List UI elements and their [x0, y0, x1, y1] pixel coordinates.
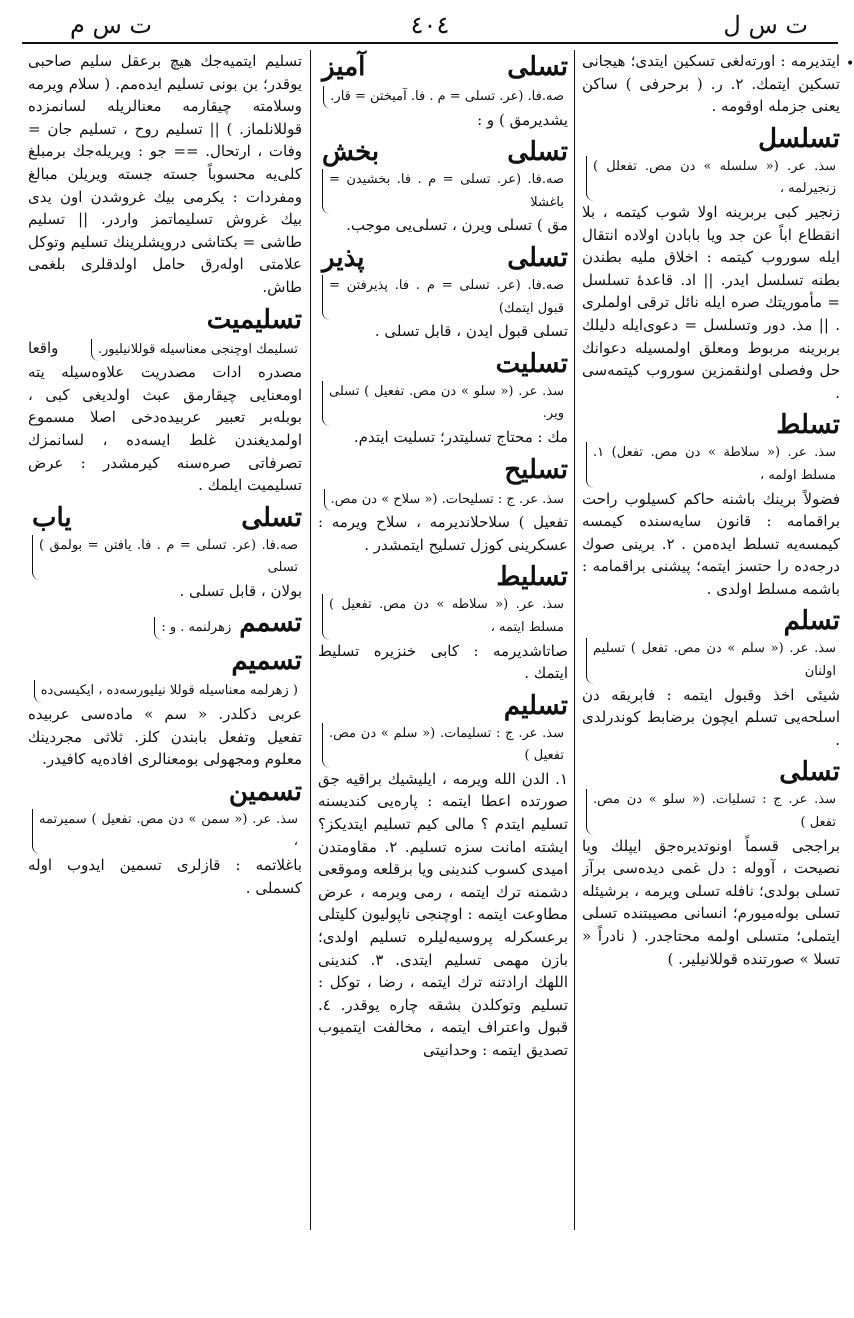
dictionary-entry: [582, 408, 840, 600]
dictionary-entry: [28, 606, 302, 640]
dictionary-entry: [318, 241, 568, 343]
dictionary-entry: [28, 775, 302, 899]
entry-etymology: سذ. عر. (« سلاطة » دن مص. تفعل) ۱. مسلط اولمه ،: [586, 442, 840, 487]
entry-definition: باغلاتمه : قازلری تسمین ایدوب اوله کسملی .: [28, 856, 302, 897]
dictionary-entry: [28, 501, 302, 603]
entry-etymology: سذ. عر. (« سلسله » دن مص. تفعلل ) زنجیرلمه ،: [586, 156, 840, 201]
entry-headword: تسمیم: [231, 646, 302, 677]
entry-etymology: سذ. عر. (« سلاطه » دن مص. تفعیل ) مسلط ایتمه ،: [322, 594, 568, 639]
entry-headword: تسلی بخش: [322, 137, 568, 168]
dictionary-entry: [28, 303, 302, 497]
column-divider: [310, 50, 311, 1230]
entry-etymology: تسلیمك اوچنجی معناسیله قوللانیلیور.: [91, 339, 302, 362]
entry-headword: تسمم: [239, 608, 302, 639]
entry-etymology: سذ. عر. ج : تسلیات. (« سلو » دن مص. تفعل ): [586, 789, 840, 834]
entry-etymology: زهرلنمه . و :: [154, 617, 235, 640]
entry-definition: ایتدیرمه : اورته‌لغی تسکین ایتدی؛ هیجانی تسکین ایتمك. ۲. ر. ( برحرفی ) ساکن یعنی جزمله اوقومه .: [582, 52, 840, 116]
entry-etymology: سذ. عر. (« سلم » دن مص. تفعل ) تسلیم اولنان: [586, 638, 840, 683]
entry-definition: واقعا مصدره ادات مصدریت علاوه‌سیله یته اومعنایی چیقارمق عبث اولدیغی کبی ، بوبله‌بر تعبیر عربیده‌دخی اصلا مسموع اولمدیغندن غلط ایسه‌ده ، لسانمزك تصرفاتی صره‌سنه کیرمشدر : عرض تسلیمیت ایلمك .: [28, 338, 302, 495]
entry-headword: تسلیمیت: [206, 304, 302, 335]
entry-etymology: صه.فا. (عر. تسلی = م . فا. پذیرفتن = قبول ایتمك): [322, 275, 568, 320]
entry-headword: تسلط: [776, 410, 840, 441]
entry-etymology: سذ. عر. (« سمن » دن مص. تفعیل ) سمیرتمه ،: [32, 809, 302, 854]
margin-mark: •: [846, 56, 854, 72]
dictionary-entry: [582, 122, 840, 405]
entry-etymology: سذ. عر. ج : تسلیمات. (« سلم » دن مص. تفعیل ): [322, 723, 568, 768]
dictionary-entry: [318, 347, 568, 449]
entry-definition: صاتاشدیرمه : کابی خنزیره تسلیط ایتمك .: [318, 641, 568, 683]
entry-definition: یشدیرمق ) و :: [477, 110, 568, 129]
entry-definition: فضولاً برینك باشنه حاکم کسیلوب راحت براقمامه : قانون سایه‌سنده کیمسه کیمسه‌یه تسلط ایده‌من . ۲. برینی صوك درجه‌ده را حتسز ایتمه؛ پیشنی براقمامه : باشمه مسلط اولدی .: [582, 489, 840, 598]
entry-etymology: صه.فا. (عر. تسلی = م . فا. بخشیدن = باغشلا: [322, 169, 568, 214]
column-divider: [574, 50, 575, 1230]
entry-etymology: سذ. عر. ج : تسلیحات. (« سلاح » دن مص.: [324, 489, 568, 512]
entry-etymology: صه.فا. (عر. تسلی = م . فا. آمیختن = قار.: [323, 86, 568, 109]
dictionary-entry: [582, 755, 840, 970]
dictionary-entry: [318, 453, 568, 557]
entry-headword: تسلیح: [504, 454, 568, 485]
dictionary-entry: [318, 50, 568, 131]
dictionary-entry: [28, 50, 302, 299]
entry-headword: تسلی آمیز: [322, 52, 568, 82]
entry-headword: تسلسل: [758, 123, 840, 154]
entry-definition: عربی دکلدر. « سم » ماده‌سی عربیده تفعیل وتفعل بابندن کلز. ثلاثی مجردینك معلوم ومجهولی بومعنالری افاده‌یه کافیدر.: [28, 705, 302, 769]
dictionary-entry: [28, 644, 302, 770]
header-left-letters: ت س م: [70, 11, 153, 39]
dictionary-entry: [318, 560, 568, 684]
entry-headword: تسلیت: [495, 348, 568, 379]
entry-definition: براججی قسماً اونوتدیره‌جق ایپلك ویا نصیحت ، آووله : دل غمی دیده‌سی برآز تسلی بولدی؛ نافله تسلی ویرمه ، برشیئله تسلی بوله‌میورم؛ انسانی مصیبتنده تسلی ایتملی؛ متسلی اولمه محتاجدر. ( نادراً « تسلا » صورتنده قوللانیلیر. ): [582, 836, 840, 968]
column-middle: [318, 50, 568, 1290]
entry-headword: تسمین: [228, 776, 302, 807]
entry-definition: شیئی اخذ وقبول ایتمه : فابریقه دن اسلحه‌یی تسلم ایچون برضابط کوندرلدی .: [582, 685, 840, 749]
entry-headword: تسلی پذیر: [322, 242, 568, 273]
dictionary-entry: [318, 135, 568, 237]
entry-headword: تسلیم: [503, 690, 568, 721]
entry-headword: تسلی: [779, 757, 840, 788]
entry-definition: ۱. الدن الله ویرمه ، ایلیشیك براقیه جق صورتده اعطا ایتمه : پاره‌یی کندیسنه تسلیم ایتدم ؟ مالی کیم تسلیم ایتدیکز؟ ایشته امانت سزه تسلیم. ۲. مقاومتدن امیدی کسوب کندینی ویا برقلعه وموقعی دشمنه ترك ایتمه ، رمی ویرمه ، عرض مطاوعت ایتمه : اوچنجی ناپولیون کلیتلی برعسکرله پروسیه‌لیلره تسلیم اولدی؛ بازن مهمی تسلیم ایتدی. ۳. کندینی اللهك ارادتنه ترك ایتمه ، رضا ، توکل : تسلیم وتوکلدن بشقه چاره یوقدر. ٤. قبول واعتراف ایتمه ، مخالفت ایتمیوب تصدیق ایتمه : وحدانیتی: [318, 769, 568, 1059]
dictionary-entry: [582, 50, 840, 118]
entry-headword: تسلیط: [496, 562, 568, 593]
entry-etymology: صه.فا. (عر. تسلی = م . فا. یافتن = بولمق ) تسلی: [32, 535, 302, 580]
entry-definition: تسلی قبول ایدن ، قابل تسلی .: [374, 322, 568, 341]
header-right-letters: ت س ل: [723, 11, 808, 39]
page-header: [22, 8, 838, 44]
column-left: [28, 50, 302, 1290]
entry-etymology: ( زهرلمه معناسیله قوللا نیلیورسه‌ده ، ایکیسی‌ده: [34, 680, 302, 703]
page-number: ٤٠٤: [410, 11, 450, 39]
entry-definition: مك : محتاج تسلیتدر؛ تسلیت ایتدم.: [353, 427, 568, 446]
entry-etymology: سذ. عر. (« سلو » دن مص. تفعیل ) تسلی ویر.: [322, 381, 568, 426]
column-right: [582, 50, 840, 1290]
entry-headword: تسلی یاب: [32, 502, 302, 533]
entry-definition: مق ) تسلی ویرن ، تسلی‌یی موجب.: [346, 216, 568, 235]
entry-definition: تفعیل ) سلاحلاندیرمه ، سلاح ویرمه : عسکرینی کوزل تسلیح ایتمشدر .: [318, 513, 568, 554]
entry-definition: تسلیم ایتمیه‌جك هیچ برعقل سلیم صاحبی یوقدر؛ بن بونی تسلیم ایده‌مم. ( سلام ویرمه وسلامته چیقارمه معنالریله لسانمزده قوللانلماز. ) || تسلیم روح ، تسلیم جان = وفات ، ارتحال. == جو : ویریله‌جك برمبلغ کلی‌یه محسوباً جسته جسته ویریلن مبالغ ومفردات : یکرمی بیك غروشدن اون یدی بیك غروش تسلیماتمز واردر. || تسلیم طاشی = بکتاشی درویشلرینك تسلیم وتوکل علامتی اوله‌رق حامل اولدقلری بلغمی طاش.: [28, 52, 302, 296]
entry-definition: بولان ، قابل تسلی .: [179, 581, 302, 600]
dictionary-entry: [318, 689, 568, 1062]
entry-definition: زنجیر کبی بربرینه اولا شوب کیتمه ، بلا انقطاع اباً عن جد ویا بابادن اولاده انتقال ایله سوروب کیتمه : اخلاق ملیه بطندن بطنه تسلسل ایدر. || اد. قاعدهٔ تسلسل = مأموریتك صره ایله نائل ترقی اولملری . || مذ. دور وتسلسل = دعوی‌ایله دلیلك بربرینه مربوط ومعلق اولمسیله دعوانك حل وفصلی اولنقمزین سوروب کیتمه‌سی .: [582, 202, 840, 402]
entry-headword: تسلم: [783, 606, 840, 637]
dictionary-entry: [582, 604, 840, 751]
